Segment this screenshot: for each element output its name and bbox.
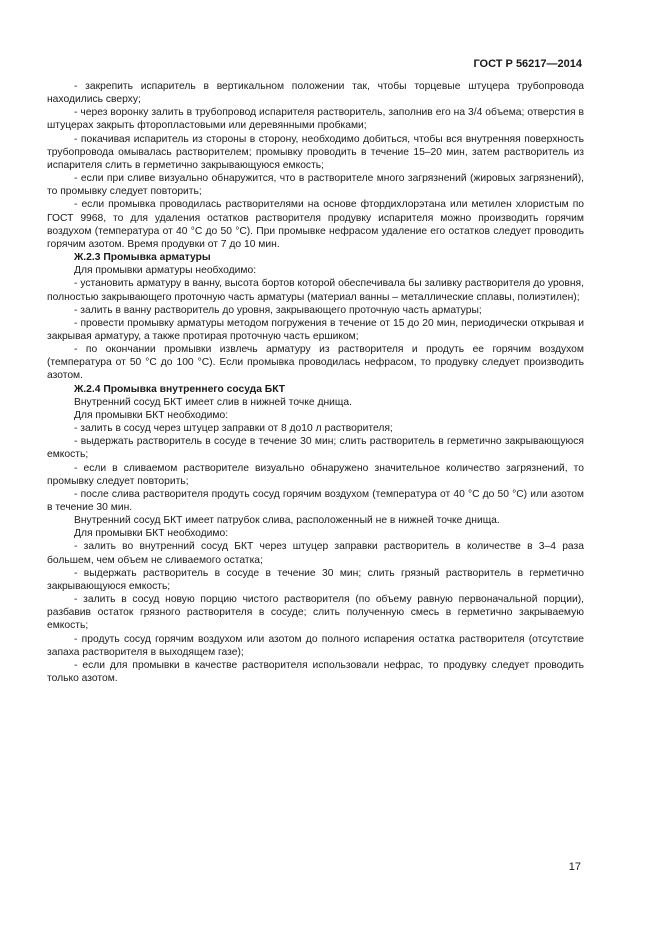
- paragraph: - если при сливе визуально обнаружится, что в растворителе много загрязнений (жировых загрязнений), то промывку следует повторить;: [47, 173, 584, 198]
- paragraph: - после слива растворителя продуть сосуд горячим воздухом (температура от 40 °С до 50 °С) или азотом в течение 30 мин.: [47, 488, 584, 513]
- paragraph: - через воронку залить в трубопровод испарителя растворитель, заполнив его на 3/4 объема; отверстия в штуцерах закрыть фторопластовыми или деревянными пробками;: [47, 107, 584, 132]
- paragraph: - залить в сосуд новую порцию чистого растворителя (по объему равную первоначальной порции), разбавив остаток грязного растворителя в сосуде; слить полученную смесь в герметично закрываемую емкость;: [47, 594, 584, 632]
- paragraph: - если для промывки в качестве растворителя использовали нефрас, то продувку следует проводить только азотом.: [47, 659, 584, 685]
- paragraph: - продуть сосуд горячим воздухом или азотом до полного испарения остатка растворителя (отсутствие запаха растворителя в выходящем газе);: [47, 633, 584, 658]
- standard-designation: ГОСТ Р 56217—2014: [473, 58, 582, 70]
- paragraph: - закрепить испаритель в вертикальном положении так, чтобы торцевые штуцера трубопровода находились сверху;: [47, 81, 584, 106]
- paragraph: - залить в сосуд через штуцер заправки от 8 до10 л растворителя;: [74, 423, 393, 435]
- paragraph: - залить в ванну растворитель до уровня, закрывающего проточную часть арматуры;: [74, 304, 482, 316]
- paragraph: - если в сливаемом растворителе визуально обнаружено значительное количество загрязнений, то промывку следует повторить;: [47, 462, 584, 487]
- paragraph: - выдержать растворитель в сосуде в течение 30 мин; слить растворитель в герметично закрывающуюся емкость;: [47, 436, 584, 461]
- section-heading: Ж.2.3 Промывка арматуры: [74, 252, 211, 264]
- paragraph: - установить арматуру в ванну, высота бортов которой обеспечивала бы заливку растворителя до уровня, полностью закрывающего проточную часть арматуры (материал ванны – металлические сплавы, полиэтилен);: [47, 278, 584, 303]
- paragraph: - залить во внутренний сосуд БКТ через штуцер заправки растворитель в количестве в 3–4 раза большем, чем объем не сливаемого остатка;: [47, 541, 584, 566]
- page-number: 17: [568, 861, 581, 873]
- paragraph: - покачивая испаритель из стороны в сторону, необходимо добиться, чтобы вся внутренняя поверхность трубопровода омывалась растворителем; промывку проводить в течение 15–20 мин, затем растворитель из испарителя слить в герметично закрывающуюся емкость;: [47, 133, 584, 171]
- paragraph: - по окончании промывки извлечь арматуру из растворителя и продуть ее горячим воздухом (температура от 50 °С до 100 °С). Если промывка проводилась нефрасом, то продувку следует производить азотом.: [47, 344, 584, 382]
- paragraph: Для промывки БКТ необходимо:: [74, 528, 229, 540]
- paragraph: Для промывки БКТ необходимо:: [74, 409, 229, 421]
- paragraph: - провести промывку арматуры методом погружения в течение от 15 до 20 мин, периодически открывая и закрывая арматуру, а также протирая проточную часть ершиком;: [47, 317, 584, 342]
- paragraph: Для промывки арматуры необходимо:: [74, 265, 257, 277]
- paragraph: Внутренний сосуд БКТ имеет слив в нижней точке днища.: [74, 396, 352, 408]
- paragraph: - если промывка проводилась растворителями на основе фтордихлорэтана или метилен хлористым по ГОСТ 9968, то для удаления остатков растворителя продувку испарителя можно производить горячим воздухом (температура от 40 °С до 50 °С). При промывке нефрасом удаление его остатков следует проводить горячим азотом. Время продувки от 7 до 10 мин.: [47, 199, 584, 250]
- section-heading: Ж.2.4 Промывка внутреннего сосуда БКТ: [74, 383, 286, 395]
- document-body: [47, 80, 584, 685]
- paragraph: Внутренний сосуд БКТ имеет патрубок слива, расположенный не в нижней точке днища.: [74, 515, 500, 527]
- paragraph: - выдержать растворитель в сосуде в течение 30 мин; слить грязный растворитель в герметично закрывающуюся емкость;: [47, 567, 584, 592]
